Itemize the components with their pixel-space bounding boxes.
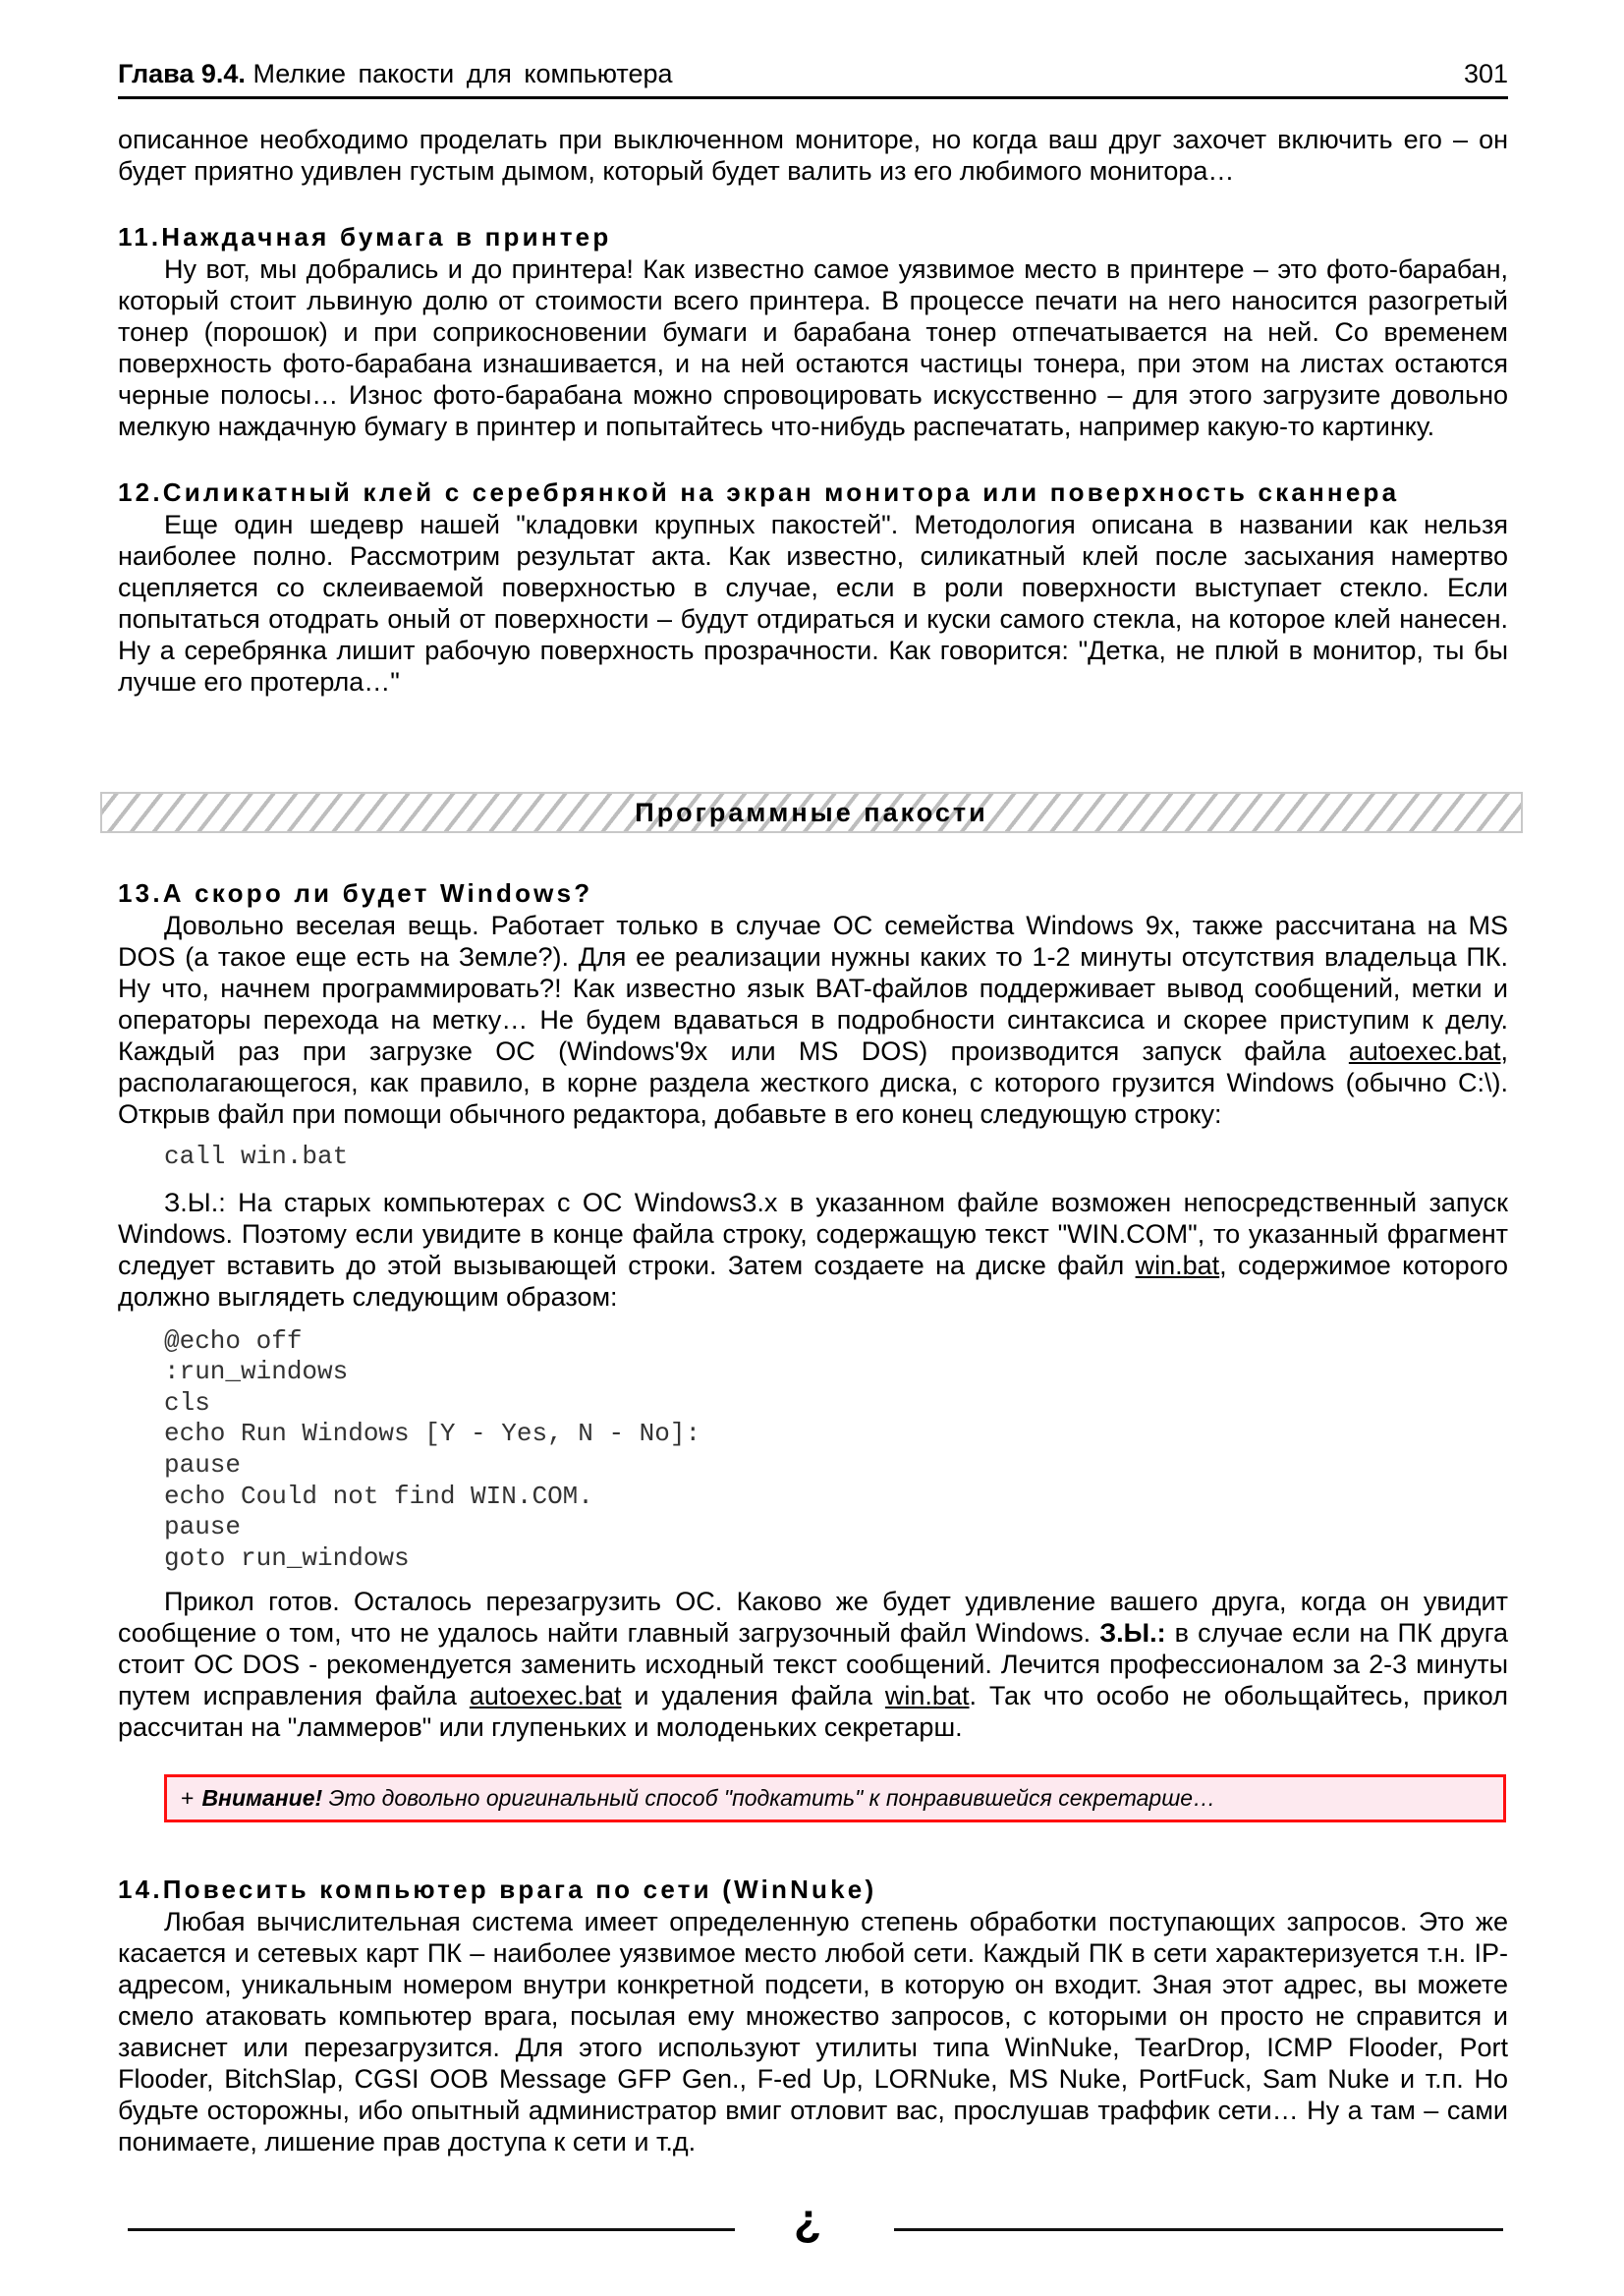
page-number: 301 — [1463, 59, 1508, 88]
warning-label: Внимание! — [201, 1785, 323, 1811]
page-content — [118, 124, 1508, 698]
text-run: Довольно веселая вещь. Работает только в случае ОС семейства Windows 9x, также рассчитана на MS DOS (а такое еще есть на Земле?). Для ее реализации нужны каких то 1-2 минуты отсутствия владельца ПК. Ну что, начнем программировать?! Как известно язык BAT-файлов поддерживает вывод сообщений, метки и операторы перехода на метку… Не будем вдаваться в подробности синтаксиса и скорее приступим к делу. Каждый раз при загрузке ОС (Windows'9x или MS DOS) производится запуск файла — [118, 911, 1508, 1066]
code-line: cls — [164, 1387, 210, 1418]
code-snippet-call: call win.bat — [164, 1142, 349, 1171]
footer-rule-left — [128, 2228, 735, 2231]
intro-paragraph: описанное необходимо проделать при выключенном мониторе, но когда ваш друг захочет включить его – он будет приятно удивлен густым дымом, который будет валить из его любимого монитора… — [118, 125, 1508, 186]
section-14-title: 14.Повесить компьютер врага по сети (WinNuke) — [118, 1875, 877, 1904]
code-line: echo Run Windows [Y - Yes, N - No]: — [164, 1419, 701, 1449]
running-header — [118, 57, 1508, 99]
footer-rule-right — [894, 2228, 1503, 2231]
win-bat-link: win.bat — [1135, 1250, 1220, 1280]
section-divider-banner — [100, 792, 1523, 833]
section-11-title: 11.Наждачная бумага в принтер — [118, 222, 612, 252]
section-12-title: 12.Силикатный клей с серебрянкой на экран монитора или поверхность сканнера — [118, 477, 1400, 507]
text-run: , содержимое которого должно выглядеть следующим образом: — [118, 1250, 1508, 1312]
code-line: goto run_windows — [164, 1542, 410, 1573]
text-run: , располагающегося, как правило, в корне раздела жесткого диска, с которого грузится Windows (обычно C:\). Открыв файл при помощи обычного редактора, добавьте в его конец следующую строку: — [118, 1036, 1508, 1129]
chapter-number: Глава 9.4. — [118, 59, 246, 88]
autoexec-link: autoexec.bat — [469, 1681, 622, 1711]
code-line: pause — [164, 1449, 242, 1480]
warning-callout — [164, 1774, 1506, 1822]
ps-bold: З.Ы.: — [1099, 1618, 1166, 1649]
section-13-paragraph-2 — [118, 1187, 1508, 1313]
warning-text: Это довольно оригинальный способ "подкатить" к понравившейся секретарше… — [322, 1785, 1216, 1811]
text-run: в случае если на ПК друга стоит ОС DOS - рекомендуется заменить исходный текст сообщений. Лечится профессионалом за 2-3 минуты путем исправления файла — [118, 1618, 1508, 1711]
page-content-bottom — [118, 1873, 1508, 2157]
footer-ornament-icon: ¿ — [794, 2194, 822, 2245]
section-13-paragraph-1 — [118, 910, 1508, 1130]
divider-title: Программные пакости — [635, 798, 988, 827]
code-line: @echo off — [164, 1325, 303, 1356]
section-13-title: 13.А скоро ли будет Windows? — [118, 878, 593, 908]
plus-icon: + — [181, 1785, 195, 1811]
page-footer — [118, 2194, 1508, 2246]
section-11-body: Ну вот, мы добрались и до принтера! Как известно самое уязвимое место в принтере – это фото-барабан, который стоит львиную долю от стоимости всего принтера. В процессе печати на него наносится разогретый тонер (порошок) и при соприкосновении бумаги и барабана тонер отпечатывается на ней. Со временем поверхность фото-барабана изнашивается, и на ней остаются частицы тонера, при этом на листах остаются черные полосы… Износ фото-барабана можно спровоцировать искусственно – для этого загрузите довольно мелкую наждачную бумагу в принтер и попытайтесь что-нибудь распечатать, например какую-то картинку. — [118, 254, 1508, 441]
autoexec-link: autoexec.bat — [1348, 1036, 1501, 1066]
text-run: . Так что особо не обольщайтесь, прикол рассчитан на "ламмеров" или глупеньких и молоденьких секретарш. — [118, 1681, 1508, 1743]
code-line: :run_windows — [164, 1357, 349, 1387]
section-13-paragraph-3 — [118, 1586, 1508, 1743]
text-run: и удаления файла — [621, 1681, 885, 1711]
code-block-win-bat — [118, 1326, 1508, 1575]
page-content-lower — [118, 876, 1508, 1743]
text-run: З.Ы.: На старых компьютерах с ОС Windows3.x в указанном файле возможен непосредственный запуск Windows. Поэтому если увидите в конце файла строку, содержащую текст "WIN.COM", то указанный фрагмент следует вставить до этой вызывающей строки. Затем создаете на диске файл — [118, 1187, 1508, 1280]
text-run: Прикол готов. Осталось перезагрузить ОС. Каково же будет удивление вашего друга, когда он увидит сообщение о том, что не удалось найти главный загрузочный файл Windows. — [118, 1587, 1508, 1649]
code-line: echo Could not find WIN.COM. — [164, 1481, 593, 1511]
section-14-body: Любая вычислительная система имеет определенную степень обработки поступающих запросов. Это же касается и сетевых карт ПК – наиболее уязвимое место любой сети. Каждый ПК в сети характеризуется т.н. IP-адресом, уникальным номером внутри конкретной подсети, в которую он входит. Зная этот адрес, вы можете смело атаковать компьютер врага, посылая ему множество запросов, с которыми он просто не справится и зависнет или перезагрузится. Для этого используют утилиты типа WinNuke, TearDrop, ICMP Flooder, Port Flooder, BitchSlap, CGSI OOB Message GFP Gen., F-ed Up, LORNuke, MS Nuke, PortFuck, Sam Nuke и т.п. Но будьте осторожны, ибо опытный администратор вмиг отловит вас, прослушав траффик сети… Ну а там – сами понимаете, лишение прав доступа к сети и т.д. — [118, 1907, 1508, 2156]
chapter-title: Мелкие пакости для компьютера — [252, 59, 673, 88]
section-12-body: Еще один шедевр нашей "кладовки крупных пакостей". Методология описана в названии как нельзя наиболее полно. Рассмотрим результат акта. Как известно, силикатный клей после засыхания намертво сцепляется со склеиваемой поверхностью в случае, если в роли поверхности выступает стекло. Если попытаться отодрать оный от поверхности – будут отдираться и куски самого стекла, на которое клей нанесен. Ну а серебрянка лишит рабочую поверхность прозрачности. Как говорится: "Детка, не плюй в монитор, ты бы лучше его протерла…" — [118, 510, 1508, 697]
win-bat-link: win.bat — [884, 1681, 970, 1711]
code-line: pause — [164, 1512, 242, 1542]
